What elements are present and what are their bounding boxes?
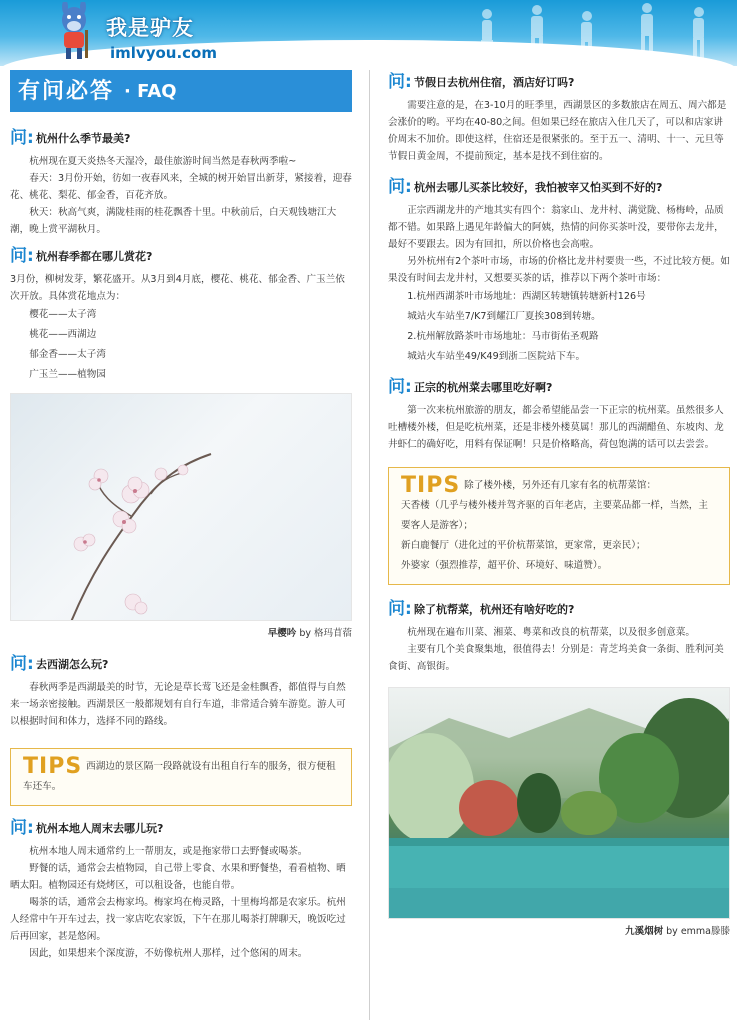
- question-mark-icon: 问:: [10, 128, 34, 148]
- answer-paragraph: 需要注意的是，在3-10月的旺季里，西湖景区的多数旅店在周五、周六都是会涨价的哟。平均在40-80之间。但如果已经在旅店入住几天了，可以和店家讲价周末不加价。即使这样，住宿还是很紧张的。至于五一、清明、十一、元旦等节假日黄金周，不提前预定，基本是找不到住宿的。: [388, 100, 727, 162]
- site-url[interactable]: imlvyou.com: [110, 44, 217, 62]
- question-text: 杭州什么季节最美?: [36, 132, 131, 145]
- question-heading: [10, 656, 352, 673]
- cherry-blossom-photo: [10, 393, 352, 621]
- photo-caption: [10, 625, 352, 642]
- answer-paragraph: 第一次来杭州旅游的朋友，都会希望能品尝一下正宗的杭州菜。虽然很多人吐槽楼外楼，但是吃杭州菜，还是非楼外楼莫属！那儿的西湖醋鱼、东坡肉、龙井虾仁的确好吃，用料有保证啊！只是价格略高，荷包饱满的话可以去尝尝。: [388, 405, 724, 450]
- answer-paragraph: 喝茶的话，通常会去梅家坞。梅家坞在梅灵路，十里梅坞都是农家乐。杭州人经常中午开车过去，找一家店吃农家饭，下午在那儿喝茶打牌聊天，晚饭吃过后再回家，甚是悠闲。: [10, 897, 346, 942]
- answer-paragraph: 正宗西湖龙井的产地其实有四个：翁家山、龙井村、满觉陇、杨梅岭，品质都不错。如果路上遇见年龄偏大的阿姨，热情的问你买茶叶没，要带你去龙井，最好不要跟去。因为有回扣，所以价格也会高啦。: [388, 205, 724, 250]
- column-divider: [369, 70, 370, 1020]
- lake-trees-icon: [389, 688, 730, 919]
- photo-title: 九溪烟树: [625, 926, 664, 937]
- tips-item: 新白鹿餐厅（进化过的平价杭帮菜馆，更家常，更亲民）；: [401, 540, 646, 551]
- faq-title: 有问必答: [18, 78, 115, 104]
- tips-item: 天香楼（几乎与楼外楼并驾齐驱的百年老店，主要菜品都一样，当然，主要客人是游客）；: [401, 500, 708, 531]
- question-mark-icon: 问:: [388, 599, 412, 619]
- jiuxi-landscape-photo: [388, 687, 730, 919]
- question-mark-icon: 问:: [10, 654, 34, 674]
- list-item: 城站火车站坐7/K7到耀江厂夏挨308到转塘。: [407, 311, 601, 322]
- answer-paragraph: 另外杭州有2个茶叶市场，市场的价格比龙井村要贵一些，不过比较方便。如果没有时间去龙井村，又想要买茶的话，推荐以下两个茶叶市场：: [388, 256, 730, 284]
- question-mark-icon: 问:: [10, 818, 34, 838]
- list-item: 郁金香——太子湾: [29, 349, 106, 360]
- question-heading: [388, 74, 730, 91]
- tips-text: 除了楼外楼，另外还有几家有名的杭帮菜馆：: [464, 480, 657, 491]
- question-text: 杭州本地人周末去哪儿玩?: [36, 822, 164, 835]
- left-column: [10, 70, 352, 962]
- list-item: 樱花——太子湾: [29, 309, 97, 320]
- site-header: [0, 0, 737, 66]
- question-mark-icon: 问:: [388, 377, 412, 397]
- question-text: 除了杭帮菜，杭州还有啥好吃的?: [414, 603, 575, 616]
- answer-paragraph: 野餐的话，通常会去植物园，自己带上零食、水果和野餐垫，看看植物、晒晒太阳。植物园还有烧烤区，可以租设备，也能自带。: [10, 863, 346, 891]
- photo-caption: [388, 923, 730, 940]
- tips-item: 外婆家（强烈推荐，超平价、环境好、味道赞）。: [401, 560, 608, 571]
- tips-text: 西湖边的景区隔一段路就设有出租自行车的服务，很方便租车还车。: [23, 761, 336, 792]
- list-item: 城站火车站坐49/K49到浙二医院站下车。: [407, 351, 586, 362]
- question-heading: [10, 820, 352, 837]
- faq-banner: [10, 70, 352, 112]
- answer-paragraph: 因此，如果想来个深度游，不妨像杭州人那样，过个悠闲的周末。: [29, 948, 308, 959]
- question-text: 正宗的杭州菜去哪里吃好啊?: [414, 381, 553, 394]
- photo-credit: by 格玛苜蓿: [299, 628, 352, 639]
- photo-credit: by emma滕滕: [666, 926, 730, 937]
- question-mark-icon: 问:: [388, 72, 412, 92]
- question-heading: [10, 248, 352, 265]
- question-heading: [10, 130, 352, 147]
- list-item: 桃花——西湖边: [29, 329, 97, 340]
- site-name[interactable]: 我是驴友: [106, 16, 194, 40]
- tips-label: TIPS: [23, 753, 83, 779]
- tips-label: TIPS: [401, 472, 461, 498]
- question-text: 节假日去杭州住宿，酒店好订吗?: [414, 76, 575, 89]
- list-item: 1.杭州西湖茶叶市场地址：西湖区转塘镇转塘新村126号: [407, 291, 646, 302]
- list-item: 广玉兰——植物园: [29, 369, 106, 380]
- photo-title: 早樱吟: [267, 628, 297, 639]
- question-text: 杭州去哪儿买茶比较好，我怕被宰又怕买到不好的?: [414, 181, 663, 194]
- question-text: 去西湖怎么玩?: [36, 658, 109, 671]
- answer-paragraph: 主要有几个美食聚集地，很值得去！分别是：青芝坞美食一条街、胜利河美食街、高银街。: [388, 644, 724, 672]
- question-text: 杭州春季都在哪儿赏花?: [36, 250, 153, 263]
- list-item: 2.杭州解放路茶叶市场地址：马市街佑圣观路: [407, 331, 599, 342]
- answer-paragraph: 春秋两季是西湖最美的时节，无论是草长莺飞还是金桂飘香，都值得与自然来一场亲密接触。西湖景区一般都规划有自行车道，非常适合骑车游览。游人可以根据时间和体力，选择不同的路线。: [10, 682, 346, 727]
- question-heading: [388, 601, 730, 618]
- answer-paragraph: 杭州现在夏天炎热冬天湿冷，最佳旅游时间当然是春秋两季啦~: [29, 156, 297, 167]
- blossom-branch-icon: [11, 394, 352, 621]
- question-heading: [388, 179, 730, 196]
- answer-paragraph: 杭州现在遍布川菜、湘菜、粤菜和改良的杭帮菜，以及很多创意菜。: [407, 627, 695, 638]
- tips-box: [10, 748, 352, 806]
- donkey-mascot-icon: [52, 2, 96, 60]
- faq-title-suffix: · FAQ: [124, 80, 177, 102]
- question-heading: [388, 379, 730, 396]
- answer-paragraph: 3月份，柳树发芽，繁花盛开。从3月到4月底，樱花、桃花、郁金香、广玉兰依次开放。具体赏花地点为：: [10, 274, 345, 302]
- answer-paragraph: 春天：3月份开始，彷如一夜春风来，全城的树开始冒出新芽，紧接着，迎春花、桃花、梨花、郁金香，百花齐放。: [10, 173, 352, 201]
- right-column: [388, 70, 730, 940]
- question-mark-icon: 问:: [10, 246, 34, 266]
- tips-box: [388, 467, 730, 585]
- answer-paragraph: 秋天：秋高气爽，满陇桂雨的桂花飘香十里。中秋前后，白天观钱塘江大潮，晚上赏平湖秋月。: [10, 207, 337, 235]
- answer-paragraph: 杭州本地人周末通常约上一帮朋友，或是拖家带口去野餐或喝茶。: [29, 846, 308, 857]
- question-mark-icon: 问:: [388, 177, 412, 197]
